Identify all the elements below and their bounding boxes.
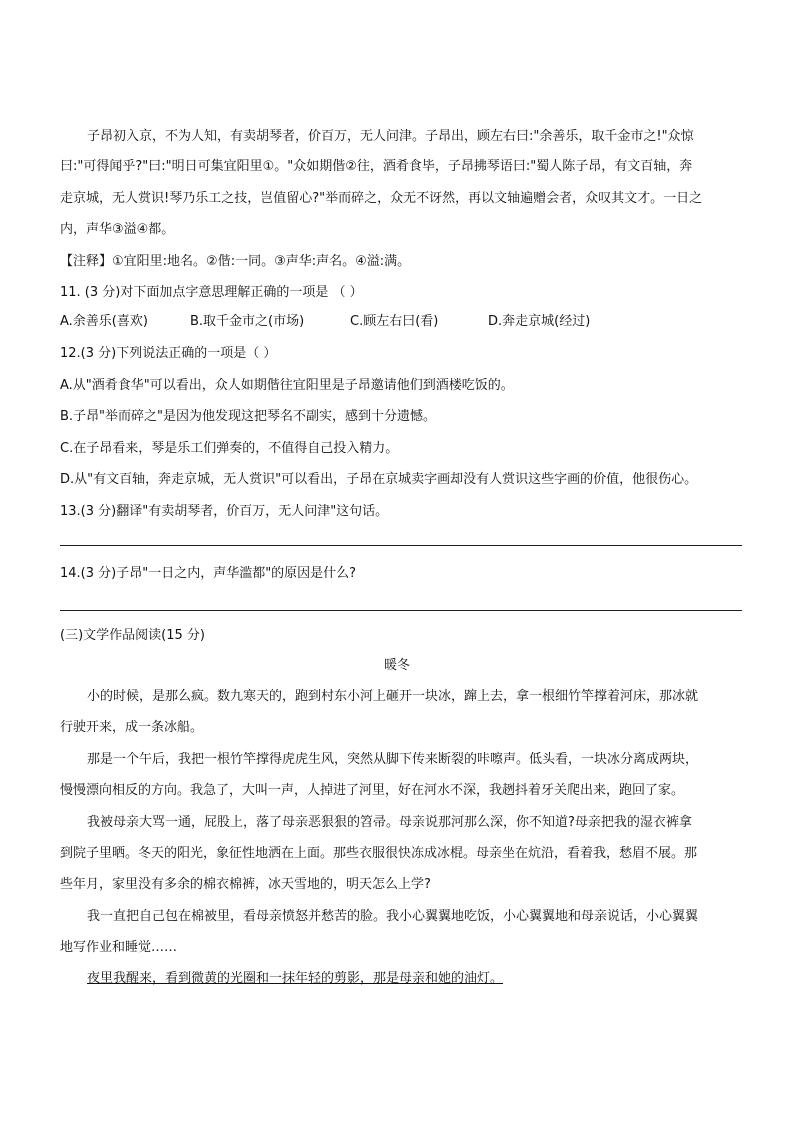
story-p4-line2: 地写作业和睡觉…… (60, 940, 178, 955)
section-heading: (三)文学作品阅读(15 分) (60, 628, 205, 643)
story-p4-line1: 我一直把自己包在棉被里，看母亲愤怒并愁苦的脸。我小心翼翼地吃饭，小心翼翼地和母亲说话，小心翼翼 (87, 909, 699, 924)
story-p5-underlined: 夜里我醒来，看到微黄的光圈和一抹年轻的剪影，那是母亲和她的油灯。 (87, 971, 504, 986)
story-p1-line1: 小的时候，是那么疯。数九寒天的，跑到村东小河上砸开一块冰，蹿上去，拿一根细竹竿撑着河床，那冰就 (87, 689, 699, 704)
question-12-option-b: B.子昂"举而碎之"是因为他发现这把琴名不副实，感到十分遗憾。 (60, 409, 437, 424)
passage-line-2: 曰:"可得闻乎?"曰:"明日可集宜阳里①。"众如期偕②往，酒肴食毕，子昂拂琴语曰:"蜀人陈子昂，有文百轴，奔 (60, 159, 693, 174)
story-p3-line1: 我被母亲大骂一通，屁股上，落了母亲恶狠狠的笤帚。母亲说那河那么深，你不知道?母亲把我的湿衣裤拿 (87, 815, 692, 830)
option-d: D.奔走京城(经过) (488, 314, 591, 329)
option-c: C.顾左右曰(看) (350, 314, 439, 329)
question-12-stem: 12.(3 分)下列说法正确的一项是（ ） (60, 346, 277, 361)
question-11-options (60, 313, 750, 331)
answer-line-13 (60, 545, 742, 546)
story-p2-line2: 慢慢漂向相反的方向。我急了，大叫一声，人掉进了河里，好在河水不深，我趔抖着牙关爬出来，跑回了家。 (60, 783, 685, 798)
answer-line-14 (60, 610, 742, 611)
question-11-stem: 11. (3 分)对下面加点字意思理解正确的一项是 （ ） (60, 285, 363, 300)
story-p3-line3: 些年月，家里没有多余的棉衣棉裤，冰天雪地的，明天怎么上学? (60, 877, 431, 892)
question-14-stem: 14.(3 分)子昂"一日之内，声华滥都"的原因是什么? (60, 566, 357, 581)
question-12-option-a: A.从"酒肴食华"可以看出，众人如期偕往宜阳里是子昂邀请他们到酒楼吃饭的。 (60, 378, 514, 393)
option-b: B.取千金市之(市场) (190, 314, 305, 329)
option-a: A.余善乐(喜欢) (60, 314, 148, 329)
story-p2-line1: 那是一个午后，我把一根竹竿撑得虎虎生风，突然从脚下传来断裂的咔嚓声。低头看，一块冰分离成两块， (87, 752, 699, 767)
story-p1-line2: 行驶开来，成一条冰船。 (60, 720, 204, 735)
story-title: 暖冬 (383, 658, 410, 673)
passage-line-4: 内，声华③溢④都。 (60, 222, 175, 237)
question-13-stem: 13.(3 分)翻译"有卖胡琴者，价百万，无人问津"这句话。 (60, 504, 389, 519)
annotation-note: 【注释】①宜阳里:地名。②偕:一同。③声华:声名。④溢:满。 (60, 254, 411, 269)
story-p3-line2: 到院子里晒。冬天的阳光，象征性地洒在上面。那些衣服很快冻成冰棍。母亲坐在炕沿，看着我，愁眉不展。那 (60, 846, 698, 861)
passage-line-3: 走京城，无人赏识!琴乃乐工之技，岂值留心?"举而碎之，众无不讶然，再以文轴遍赠会者，众叹其文才。一日之 (60, 191, 703, 206)
question-12-option-c: C.在子昂看来，琴是乐工们弹奏的，不值得自己投入精力。 (60, 441, 399, 456)
passage-line-1: 子昂初入京，不为人知，有卖胡琴者，价百万，无人问津。子昂出，顾左右曰:"余善乐，取千金市之!"众惊 (87, 129, 694, 144)
question-12-option-d: D.从"有文百轴，奔走京城，无人赏识"可以看出，子昂在京城卖字画却没有人赏识这些字画的价值，他很伤心。 (60, 472, 698, 487)
